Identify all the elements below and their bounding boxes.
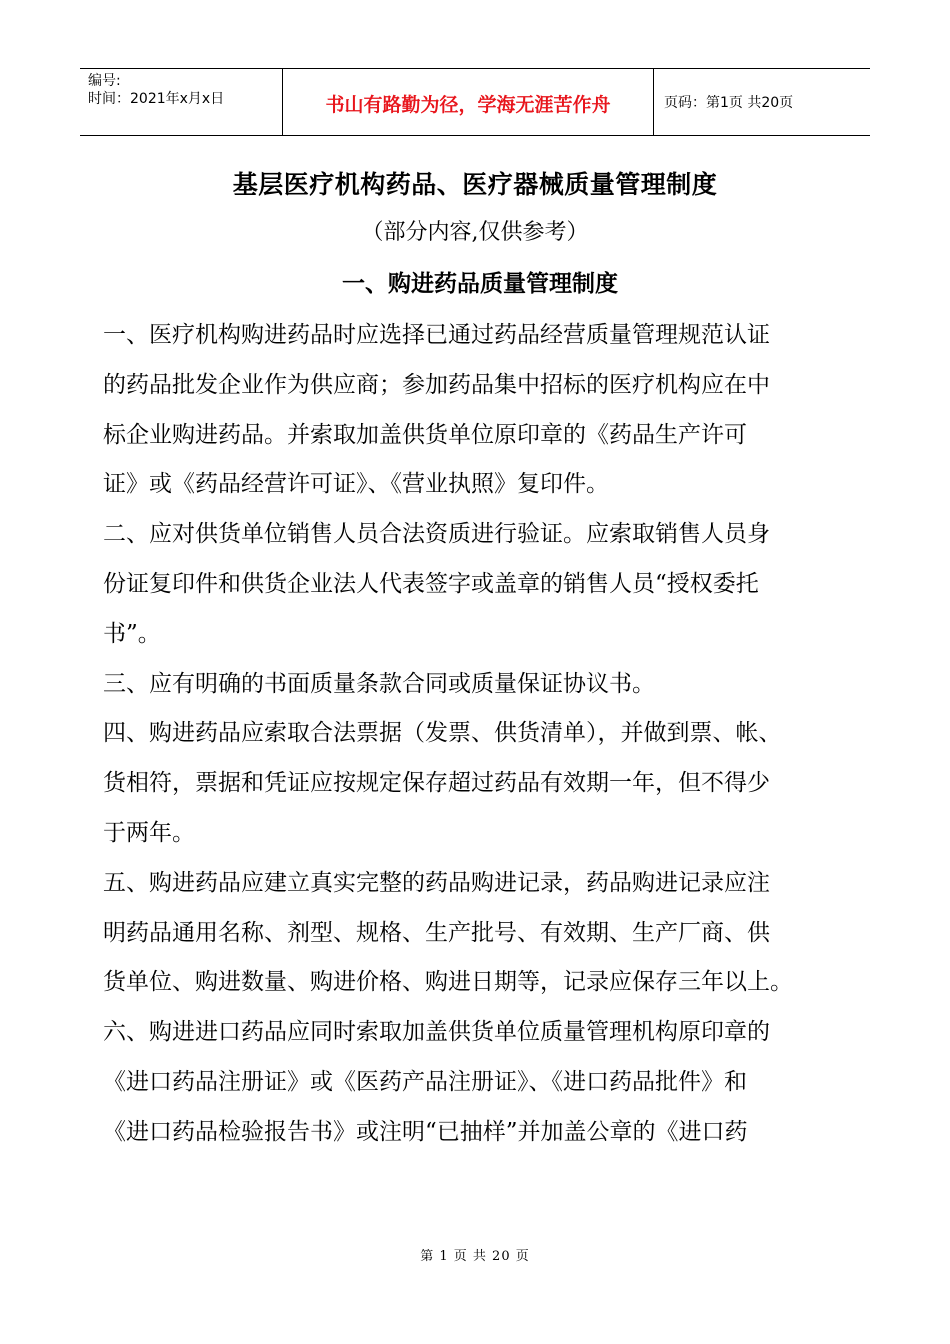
document-number-label: 编号:	[88, 73, 121, 89]
body-line: 六、购进进口药品应同时索取加盖供货单位质量管理机构原印章的	[103, 1019, 770, 1046]
document-title: 基层医疗机构药品、医疗器械质量管理制度	[232, 170, 718, 199]
body-text	[103, 315, 863, 1162]
body-line: 货单位、购进数量、购进价格、购进日期等，记录应保存三年以上。	[103, 969, 793, 996]
body-line: 三、应有明确的书面质量条款合同或质量保证协议书。	[103, 670, 655, 697]
header-table	[80, 68, 870, 136]
body-line: 证》或《药品经营许可证》、《营业执照》复印件。	[103, 471, 609, 498]
body-line: 份证复印件和供货企业法人代表签字或盖章的销售人员“授权委托	[103, 570, 759, 597]
header-motto: 书山有路勤为径，学海无涯苦作舟	[282, 69, 654, 135]
header-info-cell	[80, 69, 282, 135]
body-line: 书”。	[103, 620, 161, 647]
body-line: 货相符，票据和凭证应按规定保存超过药品有效期一年，但不得少	[103, 770, 770, 797]
body-line: 一、医疗机构购进药品时应选择已通过药品经营质量管理规范认证	[103, 322, 770, 348]
body-line: 四、购进药品应索取合法票据（发票、供货清单），并做到票、帐、	[103, 720, 782, 747]
body-line: 明药品通用名称、剂型、规格、生产批号、有效期、生产厂商、供	[103, 919, 770, 946]
page-footer: 第 1 页 共 20 页	[420, 1249, 530, 1264]
body-line: 标企业购进药品。并索取加盖供货单位原印章的《药品生产许可	[103, 421, 747, 448]
header-page-info: 页码：第1页 共20页	[664, 95, 794, 111]
document-date: 时间：2021年x月x日	[88, 91, 225, 107]
section-title: 一、购进药品质量管理制度	[342, 271, 618, 297]
document-subtitle: （部分内容,仅供参考）	[361, 220, 589, 245]
body-line: 于两年。	[103, 819, 195, 846]
body-line: 《进口药品注册证》或《医药产品注册证》、《进口药品批件》和	[103, 1068, 747, 1095]
body-line: 的药品批发企业作为供应商；参加药品集中招标的医疗机构应在中	[103, 371, 770, 398]
body-line: 《进口药品检验报告书》或注明“已抽样”并加盖公章的《进口药	[103, 1118, 748, 1145]
body-line: 五、购进药品应建立真实完整的药品购进记录，药品购进记录应注	[103, 869, 770, 896]
body-line: 二、应对供货单位销售人员合法资质进行验证。应索取销售人员身	[103, 521, 770, 548]
